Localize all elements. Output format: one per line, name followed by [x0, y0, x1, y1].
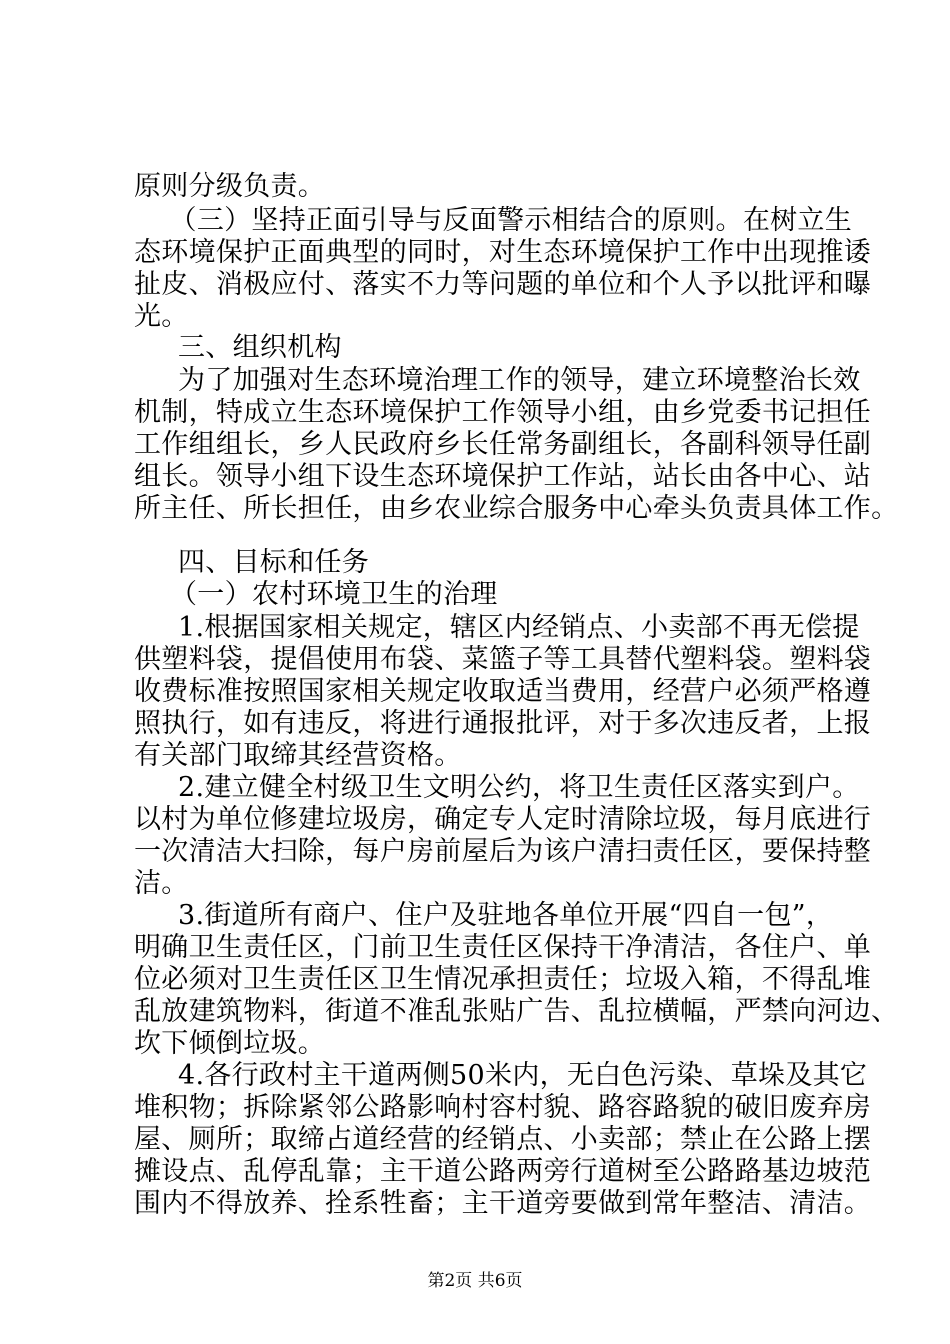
text-line: 机制，特成立生态环境保护工作领导小组，由乡党委书记担任 — [134, 397, 872, 428]
text-line: 扯皮、消极应付、落实不力等问题的单位和个人予以批评和曝 — [134, 269, 872, 300]
text-line: 洁。 — [134, 868, 189, 899]
text-line: 围内不得放养、拴系牲畜；主干道旁要做到常年整洁、清洁。 — [134, 1188, 872, 1219]
text-line: 为了加强对生态环境治理工作的领导，建立环境整治长效 — [178, 365, 861, 396]
text-line: 原则分级负责。 — [134, 171, 326, 202]
text-line: 组长。领导小组下设生态环境保护工作站，站长由各中心、站 — [134, 461, 872, 492]
text-line: 坎下倾倒垃圾。 — [134, 1028, 326, 1059]
section-heading: 四、目标和任务 — [178, 547, 370, 578]
text-line: 堆积物；拆除紧邻公路影响村容村貌、路容路貌的破旧废弃房 — [134, 1092, 872, 1123]
text-line: 有关部门取缔其经营资格。 — [134, 740, 462, 771]
text-line: 收费标准按照国家相关规定收取适当费用，经营户必须严格遵 — [134, 676, 872, 707]
subsection-heading: （一）农村环境卫生的治理 — [170, 579, 498, 610]
text-line: 位必须对卫生责任区卫生情况承担责任；垃圾入箱，不得乱堆 — [134, 964, 872, 995]
text-line: 所主任、所长担任，由乡农业综合服务中心牵头负责具体工作。 — [134, 493, 899, 524]
text-line: 以村为单位修建垃圾房，确定专人定时清除垃圾，每月底进行 — [134, 804, 872, 835]
text-line: 照执行，如有违反，将进行通报批评，对于多次违反者，上报 — [134, 708, 872, 739]
text-line: 1.根据国家相关规定，辖区内经销点、小卖部不再无偿提 — [178, 612, 860, 643]
text-line: 光。 — [134, 301, 189, 332]
section-heading: 三、组织机构 — [178, 332, 342, 363]
text-line: 明确卫生责任区，门前卫生责任区保持干净清洁，各住户、单 — [134, 932, 872, 963]
page-footer: 第2页 共6页 — [427, 1271, 523, 1291]
text-line: 态环境保护正面典型的同时，对生态环境保护工作中出现推诿 — [134, 237, 872, 268]
text-line: 2.建立健全村级卫生文明公约，将卫生责任区落实到户。 — [178, 772, 860, 803]
text-line: 一次清洁大扫除，每户房前屋后为该户清扫责任区，要保持整 — [134, 836, 872, 867]
text-line: （三）坚持正面引导与反面警示相结合的原则。在树立生 — [134, 205, 853, 236]
text-line: 供塑料袋，提倡使用布袋、菜篮子等工具替代塑料袋。塑料袋 — [134, 644, 872, 675]
text-line: 摊设点、乱停乱靠；主干道公路两旁行道树至公路路基边坡范 — [134, 1156, 872, 1187]
text-line: 屋、厕所；取缔占道经营的经销点、小卖部；禁止在公路上摆 — [134, 1124, 872, 1155]
text-line: 3.街道所有商户、住户及驻地各单位开展“四自一包”， — [178, 900, 834, 931]
text-line: 工作组组长，乡人民政府乡长任常务副组长，各副科领导任副 — [134, 429, 872, 460]
text-line: 4.各行政村主干道两侧50米内，无白色污染、草垛及其它 — [178, 1060, 868, 1091]
text-line: 乱放建筑物料，街道不准乱张贴广告、乱拉横幅，严禁向河边、 — [134, 996, 899, 1027]
